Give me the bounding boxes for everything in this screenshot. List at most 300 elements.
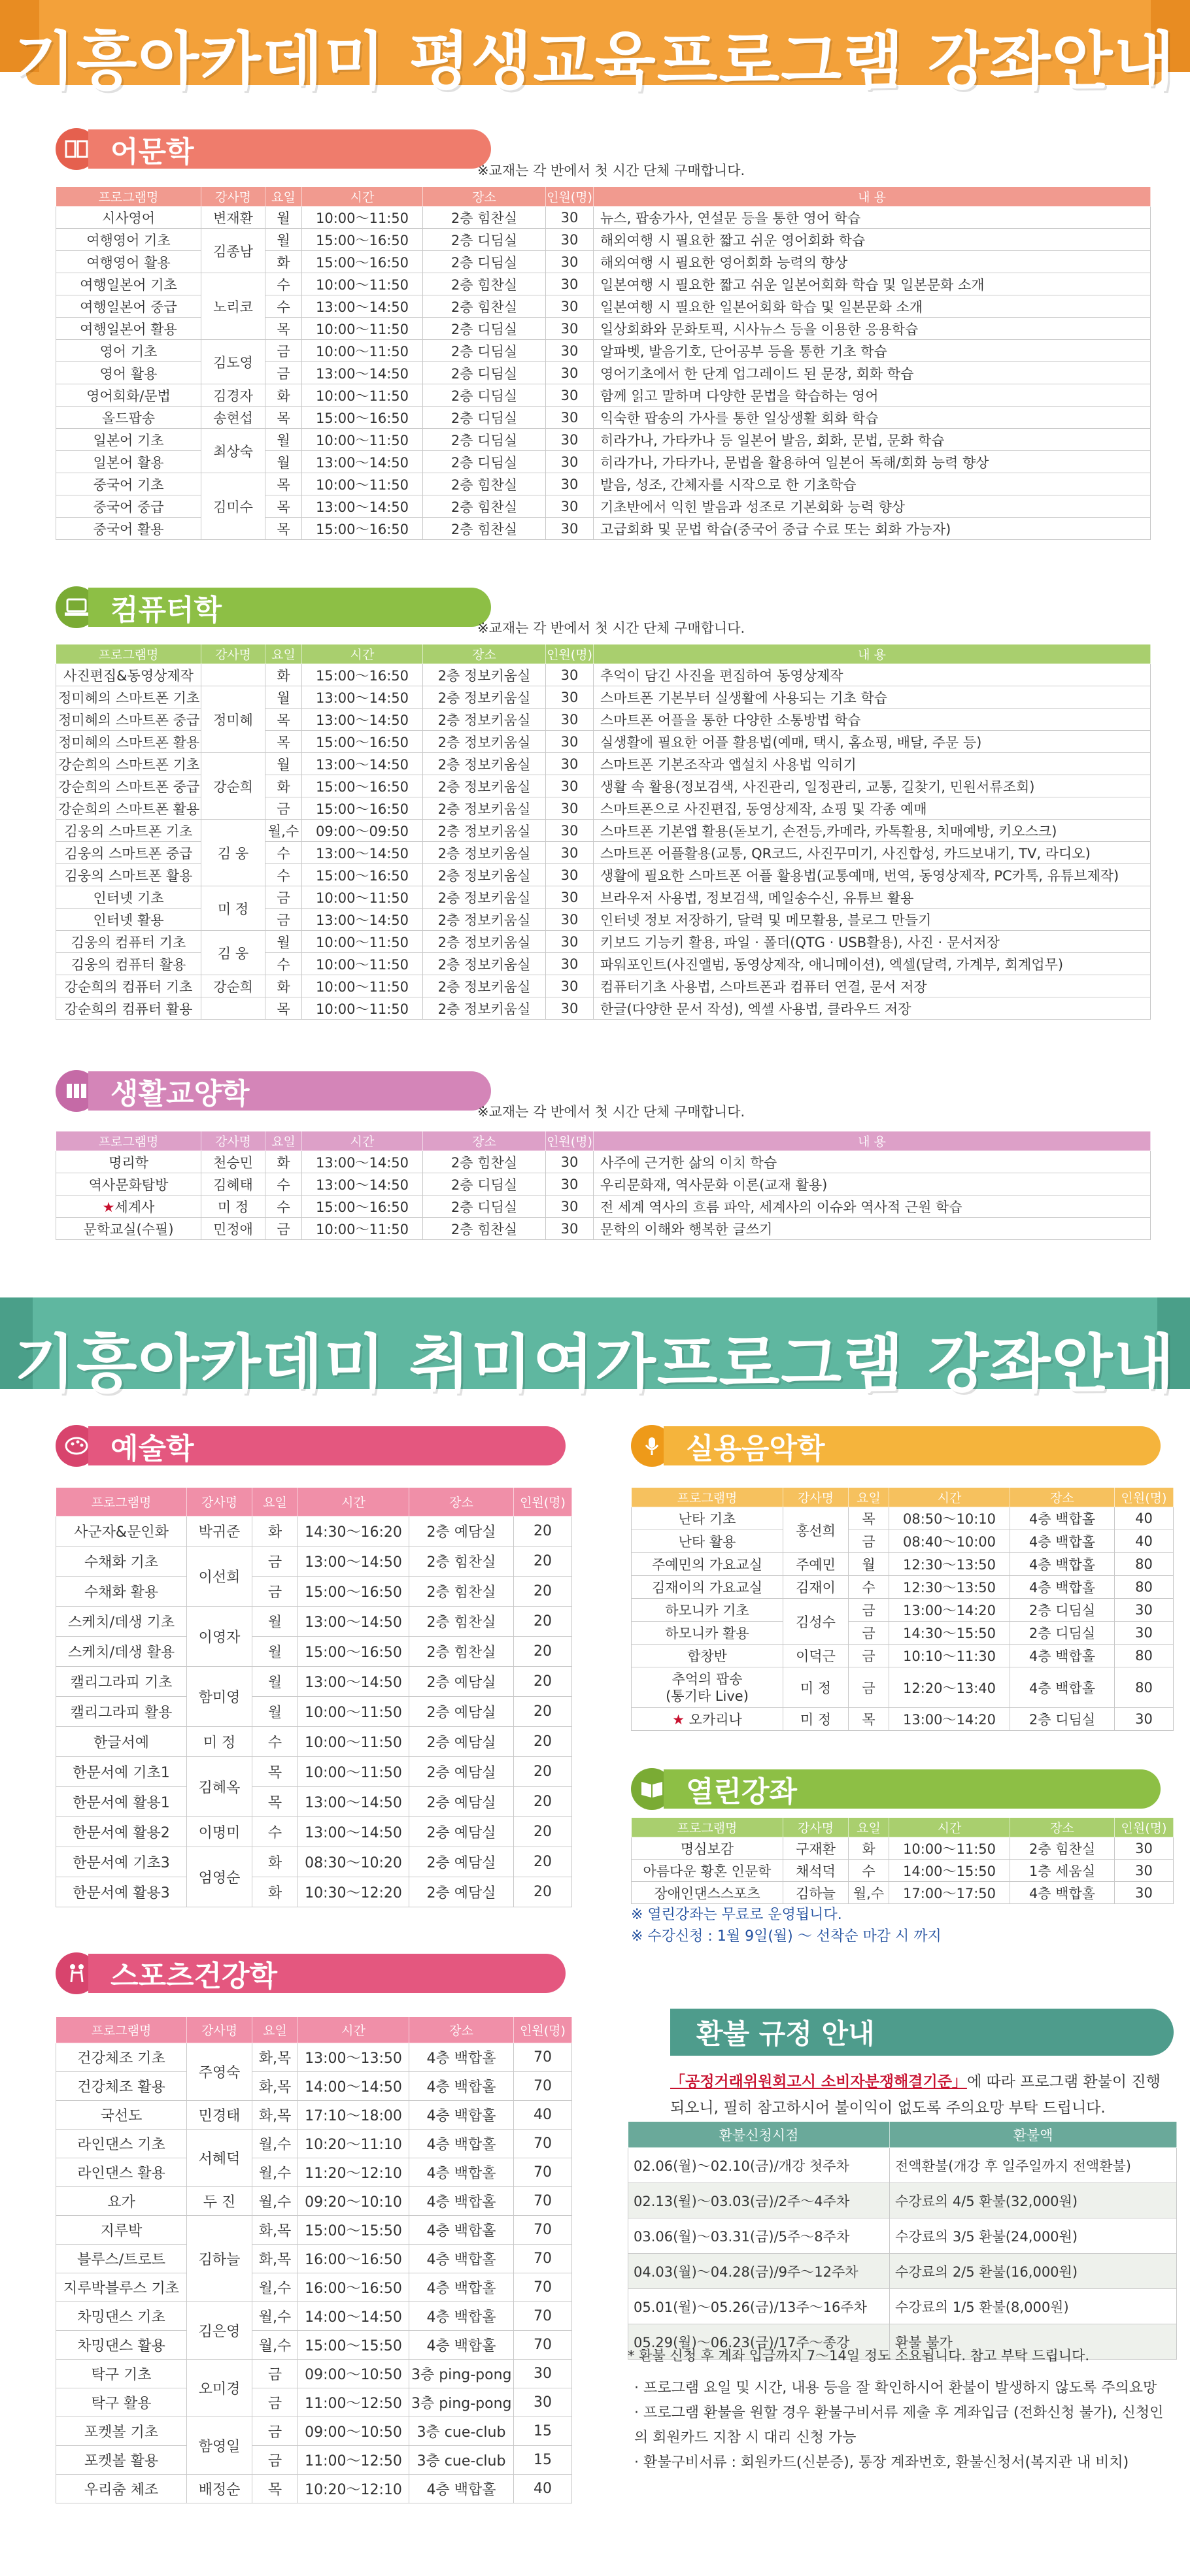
open-apply-note: ※ 수강신청 : 1월 9일(월) ～ 선착순 마감 시 까지: [631, 1928, 942, 1945]
instructor-name: [201, 997, 265, 1020]
time: 15:00～15:50: [298, 2331, 409, 2360]
course-row: [56, 429, 1151, 451]
content: 익숙한 팝송의 가사를 통한 일상생활 회화 학습: [594, 407, 1151, 429]
col-content: 내 용: [594, 644, 1151, 664]
day: 월,수: [252, 2331, 298, 2360]
place: 2층 힘찬실: [423, 518, 546, 540]
instructor-name: 강순희: [201, 975, 265, 997]
program-name: 여행영어 기초: [56, 229, 201, 251]
culture-rows: [56, 1151, 1151, 1240]
col-place: 장소: [409, 1488, 514, 1516]
time: 13:00～14:50: [302, 295, 423, 318]
time: 10:00～11:50: [302, 384, 423, 407]
course-row: [56, 975, 1151, 997]
program-name: 탁구 활용: [56, 2388, 187, 2417]
instructor-name: 두 진: [187, 2187, 252, 2216]
day: 월,수: [265, 820, 302, 842]
content: 인터넷 정보 저장하기, 달력 및 메모활용, 블로그 만들기: [594, 909, 1151, 931]
program-name: 여행일본어 중급: [56, 295, 201, 318]
time: 10:00～11:50: [302, 886, 423, 909]
time: 10:20～12:10: [298, 2475, 409, 2503]
time: 10:00～11:50: [302, 975, 423, 997]
course-row: [56, 2388, 572, 2417]
day: 화: [265, 775, 302, 797]
instructor-name: 변재환: [201, 207, 265, 229]
section-header-open: [631, 1768, 1161, 1810]
capacity: 80: [1115, 1645, 1174, 1667]
program-name: 하모니카 활용: [632, 1622, 783, 1645]
capacity: 15: [514, 2417, 572, 2446]
program-name: 명리학: [56, 1151, 201, 1173]
time: 13:00～14:50: [302, 709, 423, 731]
place: 2층 정보키움실: [423, 864, 546, 886]
instructor-name: 이선희: [187, 1547, 252, 1607]
content: 해외여행 시 필요한 짧고 쉬운 영어회화 학습: [594, 229, 1151, 251]
place: 2층 디딤실: [423, 318, 546, 340]
program-name: 합창반: [632, 1645, 783, 1667]
section-header-computer: [56, 586, 491, 628]
place: 4층 백합홀: [409, 2158, 514, 2187]
capacity: 30: [546, 997, 594, 1020]
capacity: 30: [546, 1173, 594, 1196]
instructor-name: 김도영: [201, 340, 265, 384]
capacity: 80: [1115, 1553, 1174, 1576]
course-row: [56, 2245, 572, 2273]
content: 키보드 기능키 활용, 파일 · 폴더(QTG · USB활용), 사진 · 문서저장: [594, 931, 1151, 953]
place: 4층 백합홀: [1010, 1576, 1115, 1599]
time: 15:00～16:50: [302, 664, 423, 686]
day: 목: [265, 495, 302, 518]
col-program: 프로그램명: [56, 1488, 187, 1516]
consumer-dispute-standard-link: 「공정거래위원회고시 소비자분쟁해결기준」: [670, 2073, 967, 2090]
capacity: 20: [514, 1817, 572, 1847]
place: 4층 백합홀: [1010, 1667, 1115, 1708]
time: 10:00～11:50: [302, 473, 423, 495]
col-capacity: 인원(명): [514, 1488, 572, 1516]
day: 화: [252, 1516, 298, 1547]
instructor-name: 김혜태: [201, 1173, 265, 1196]
col-time: 시간: [302, 187, 423, 207]
capacity: 30: [546, 451, 594, 473]
instructor-name: 배정순: [187, 2475, 252, 2503]
place: 3층 ping-pong: [409, 2360, 514, 2388]
course-row: [632, 1576, 1174, 1599]
program-name: 중국어 기초: [56, 473, 201, 495]
day: 화,목: [252, 2216, 298, 2245]
course-row: [56, 1577, 572, 1607]
art-table: [56, 1487, 572, 1907]
program-name: 아름다운 황혼 인문학: [632, 1860, 783, 1882]
capacity: 30: [546, 731, 594, 753]
day: 수: [265, 953, 302, 975]
content: 해외여행 시 필요한 영어회화 능력의 향상: [594, 251, 1151, 273]
instructor-name: 박귀준: [187, 1516, 252, 1547]
col-place: 장소: [423, 1131, 546, 1151]
day: 금: [252, 2388, 298, 2417]
capacity: 30: [546, 518, 594, 540]
col-place: 장소: [1010, 1488, 1115, 1507]
time: 13:00～13:50: [298, 2043, 409, 2072]
program-name: 지루박: [56, 2216, 187, 2245]
time: 13:00～14:50: [302, 451, 423, 473]
place: 2층 힘찬실: [409, 1547, 514, 1577]
place: 2층 예담실: [409, 1757, 514, 1787]
time: 15:00～16:50: [302, 229, 423, 251]
day: 화,목: [252, 2043, 298, 2072]
program-name: 차밍댄스 기초: [56, 2302, 187, 2331]
capacity: 30: [546, 251, 594, 273]
program-name: 포켓볼 기초: [56, 2417, 187, 2446]
col-day: 요일: [849, 1488, 889, 1507]
instructor-name: 엄영순: [187, 1847, 252, 1907]
time: 10:00～11:50: [302, 931, 423, 953]
time: 10:00～11:50: [302, 207, 423, 229]
day: 수: [265, 273, 302, 295]
program-name: 탁구 기초: [56, 2360, 187, 2388]
course-row: [56, 1757, 572, 1787]
col-program: 프로그램명: [56, 644, 201, 664]
music-rows: [632, 1507, 1174, 1731]
col-place: 장소: [409, 2017, 514, 2043]
program-name: 올드팝송: [56, 407, 201, 429]
day: 월: [265, 931, 302, 953]
capacity: 70: [514, 2072, 572, 2101]
program-name: 지루박블루스 기초: [56, 2273, 187, 2302]
col-day: 요일: [252, 2017, 298, 2043]
time: 15:00～16:50: [298, 1577, 409, 1607]
content: 기초반에서 익힌 발음과 성조로 기본회화 능력 향상: [594, 495, 1151, 518]
time: 11:20～12:10: [298, 2158, 409, 2187]
place: 2층 디딤실: [423, 362, 546, 384]
content: 고급회화 및 문법 학습(중국어 중급 수료 또는 회화 가능자): [594, 518, 1151, 540]
capacity: 30: [546, 886, 594, 909]
program-name: 라인댄스 활용: [56, 2158, 187, 2187]
day: 월: [265, 229, 302, 251]
course-row: [56, 2216, 572, 2245]
instructor-name: 김 웅: [201, 931, 265, 975]
course-row: [56, 1516, 572, 1547]
day: 금: [252, 2446, 298, 2475]
day: 월: [265, 451, 302, 473]
instructor-name: 김경자: [201, 384, 265, 407]
day: 금: [265, 909, 302, 931]
capacity: 70: [514, 2216, 572, 2245]
instructor-name: 이명미: [187, 1817, 252, 1847]
time: 10:00～11:50: [302, 318, 423, 340]
place: 4층 백합홀: [409, 2187, 514, 2216]
capacity: 20: [514, 1547, 572, 1577]
capacity: 40: [1115, 1507, 1174, 1530]
time: 13:00～14:50: [302, 753, 423, 775]
capacity: 20: [514, 1516, 572, 1547]
capacity: 70: [514, 2158, 572, 2187]
day: 금: [265, 797, 302, 820]
time: 15:00～16:50: [302, 518, 423, 540]
time: 15:00～16:50: [302, 1196, 423, 1218]
program-name: 김웅의 컴퓨터 기초: [56, 931, 201, 953]
time: 15:00～16:50: [302, 775, 423, 797]
program-name: 인터넷 기초: [56, 886, 201, 909]
course-row: [56, 820, 1151, 842]
program-name: 여행일본어 활용: [56, 318, 201, 340]
col-content: 내 용: [594, 187, 1151, 207]
refund-notes: [634, 2376, 1170, 2475]
time: 15:00～16:50: [302, 407, 423, 429]
refund-period: 05.01(월)～05.26(금)/13주～16주차: [628, 2289, 890, 2324]
day: 월: [265, 686, 302, 709]
time: 15:00～16:50: [298, 1637, 409, 1667]
music-table: [631, 1487, 1174, 1731]
place: 2층 예담실: [409, 1727, 514, 1757]
day: 월: [252, 1697, 298, 1727]
place: 2층 디딤실: [423, 229, 546, 251]
instructor-name: 김혜옥: [187, 1757, 252, 1817]
col-capacity: 인원(명): [1115, 1818, 1174, 1837]
col-time: 시간: [302, 1131, 423, 1151]
time: 11:00～12:50: [298, 2446, 409, 2475]
place: 4층 백합홀: [409, 2302, 514, 2331]
course-row: [56, 1817, 572, 1847]
day: 목: [265, 473, 302, 495]
col-program: 프로그램명: [56, 1131, 201, 1151]
program-name: 명심보감: [632, 1837, 783, 1860]
place: 2층 예담실: [409, 1697, 514, 1727]
day: 금: [265, 1218, 302, 1240]
course-row: [632, 1860, 1174, 1882]
course-row: [632, 1553, 1174, 1576]
course-row: [56, 1787, 572, 1817]
place: 2층 디딤실: [423, 340, 546, 362]
program-name: 수채화 활용: [56, 1577, 187, 1607]
instructor-name: 미 정: [201, 886, 265, 931]
capacity: 70: [514, 2130, 572, 2158]
program-name: 한문서예 기초3: [56, 1847, 187, 1877]
capacity: 30: [514, 2360, 572, 2388]
capacity: 20: [514, 1667, 572, 1697]
day: 목: [265, 518, 302, 540]
instructor-name: 채석덕: [783, 1860, 849, 1882]
course-row: [56, 1727, 572, 1757]
day: 목: [265, 709, 302, 731]
section-title: 컴퓨터학: [88, 588, 491, 627]
day: 수: [265, 842, 302, 864]
instructor-name: 김종남: [201, 229, 265, 273]
place: 2층 정보키움실: [423, 953, 546, 975]
refund-rows: [628, 2148, 1177, 2360]
col-time: 시간: [298, 1488, 409, 1516]
program-name: 사진편집&동영상제작: [56, 664, 201, 686]
time: 11:00～12:50: [298, 2388, 409, 2417]
section-title: 열린강좌: [664, 1769, 1161, 1809]
place: 2층 힘찬실: [423, 495, 546, 518]
day: 금: [265, 340, 302, 362]
capacity: 30: [1115, 1882, 1174, 1904]
language-rows: [56, 207, 1151, 540]
capacity: 80: [1115, 1667, 1174, 1708]
course-row: [56, 1847, 572, 1877]
capacity: 20: [514, 1787, 572, 1817]
course-row: [56, 2043, 572, 2072]
instructor-name: 주예민: [783, 1553, 849, 1576]
capacity: 30: [1115, 1837, 1174, 1860]
time: 10:00～11:50: [302, 429, 423, 451]
textbook-note: ※교재는 각 반에서 첫 시간 단체 구매합니다.: [477, 1104, 745, 1120]
capacity: 30: [546, 229, 594, 251]
course-row: [56, 997, 1151, 1020]
day: 월,수: [252, 2273, 298, 2302]
time: 13:00～14:50: [298, 1607, 409, 1637]
program-name: 캘리그라피 활용: [56, 1697, 187, 1727]
day: 월,수: [252, 2130, 298, 2158]
course-row: [632, 1622, 1174, 1645]
course-row: [56, 1667, 572, 1697]
place: 2층 정보키움실: [423, 820, 546, 842]
day: 목: [265, 318, 302, 340]
place: 2층 힘찬실: [1010, 1837, 1115, 1860]
day: 금: [252, 1547, 298, 1577]
instructor-name: 오미경: [187, 2360, 252, 2417]
instructor-name: 이덕근: [783, 1645, 849, 1667]
place: 3층 cue-club: [409, 2417, 514, 2446]
sports-table: [56, 2016, 572, 2503]
col-instructor: 강사명: [201, 644, 265, 664]
place: 4층 백합홀: [1010, 1882, 1115, 1904]
col-program: 프로그램명: [632, 1818, 783, 1837]
time: 10:20～11:10: [298, 2130, 409, 2158]
course-row: [56, 2417, 572, 2446]
place: 2층 예담실: [409, 1516, 514, 1547]
place: 2층 정보키움실: [423, 686, 546, 709]
day: 화,목: [252, 2245, 298, 2273]
program-name: 캘리그라피 기초: [56, 1667, 187, 1697]
place: 4층 백합홀: [1010, 1553, 1115, 1576]
day: 목: [252, 1757, 298, 1787]
capacity: 40: [514, 2101, 572, 2130]
content: 발음, 성조, 간체자를 시작으로 한 기초학습: [594, 473, 1151, 495]
place: 4층 백합홀: [409, 2331, 514, 2360]
place: 2층 힘찬실: [409, 1577, 514, 1607]
place: 2층 힘찬실: [423, 207, 546, 229]
day: 목: [265, 731, 302, 753]
capacity: 30: [546, 909, 594, 931]
day: 월: [265, 753, 302, 775]
content: 우리문화재, 역사문화 이론(교재 활용): [594, 1173, 1151, 1196]
capacity: 30: [514, 2388, 572, 2417]
day: 금: [265, 886, 302, 909]
col-day: 요일: [265, 187, 302, 207]
place: 2층 예담실: [409, 1877, 514, 1907]
program-name: 김웅의 컴퓨터 활용: [56, 953, 201, 975]
day: 수: [849, 1576, 889, 1599]
time: 12:30～13:50: [889, 1576, 1010, 1599]
col-instructor: 강사명: [187, 1488, 252, 1516]
day: 금: [252, 2360, 298, 2388]
course-row: [56, 1196, 1151, 1218]
program-name: 문학교실(수필): [56, 1218, 201, 1240]
place: 4층 백합홀: [409, 2101, 514, 2130]
program-name: 영어 기초: [56, 340, 201, 362]
time: 14:00～14:50: [298, 2302, 409, 2331]
time: 13:00～14:50: [302, 842, 423, 864]
program-name: 스케치/데생 활용: [56, 1637, 187, 1667]
time: 14:00～15:50: [889, 1860, 1010, 1882]
day: 목: [265, 997, 302, 1020]
refund-note-item: · 프로그램 요일 및 시간, 내용 등을 잘 확인하시어 환불이 발생하지 않도록 주의요망: [634, 2380, 1157, 2396]
refund-row: [628, 2254, 1177, 2289]
capacity: 30: [546, 953, 594, 975]
program-name: 건강체조 기초: [56, 2043, 187, 2072]
course-row: [56, 753, 1151, 775]
place: 2층 정보키움실: [423, 797, 546, 820]
program-name: 라인댄스 기초: [56, 2130, 187, 2158]
place: 4층 백합홀: [1010, 1530, 1115, 1553]
content: 문학의 이해와 행복한 글쓰기: [594, 1218, 1151, 1240]
content: 한글(다양한 문서 작성), 엑셀 사용법, 클라우드 저장: [594, 997, 1151, 1020]
textbook-note: ※교재는 각 반에서 첫 시간 단체 구매합니다.: [477, 620, 745, 636]
instructor-name: 김하늘: [783, 1882, 849, 1904]
program-name: 김재이의 가요교실: [632, 1576, 783, 1599]
time: 15:00～16:50: [302, 797, 423, 820]
capacity: 30: [546, 1196, 594, 1218]
content: 영어기초에서 한 단계 업그레이드 된 문장, 회화 학습: [594, 362, 1151, 384]
refund-row: [628, 2218, 1177, 2254]
capacity: 30: [546, 820, 594, 842]
place: 3층 ping-pong: [409, 2388, 514, 2417]
content: 컴퓨터기초 사용법, 스마트폰과 컴퓨터 연결, 문서 저장: [594, 975, 1151, 997]
instructor-name: 김성수: [783, 1599, 849, 1645]
col-capacity: 인원(명): [546, 187, 594, 207]
program-name: 주예민의 가요교실: [632, 1553, 783, 1576]
place: 2층 예담실: [409, 1817, 514, 1847]
course-row: [632, 1645, 1174, 1667]
banner-title: 기흥아카데미 취미여가프로그램 강좌안내: [14, 1328, 1176, 1401]
time: 12:20～13:40: [889, 1667, 1010, 1708]
refund-note-item: · 환불구비서류 : 회원카드(신분증), 통장 계좌번호, 환불신청서(복지관 내 비치): [634, 2454, 1129, 2471]
capacity: 80: [1115, 1576, 1174, 1599]
open-rows: [632, 1837, 1174, 1904]
course-row: [56, 384, 1151, 407]
program-name: 김웅의 스마트폰 활용: [56, 864, 201, 886]
day: 수: [265, 1196, 302, 1218]
capacity: 30: [546, 975, 594, 997]
program-name: 한문서예 활용2: [56, 1817, 187, 1847]
course-row: [56, 664, 1151, 686]
instructor-name: 김 웅: [201, 820, 265, 886]
instructor-name: 주영숙: [187, 2043, 252, 2101]
program-name: 난타 기초: [632, 1507, 783, 1530]
section-header-language: [56, 128, 491, 170]
col-instructor: 강사명: [783, 1818, 849, 1837]
time: 17:00～17:50: [889, 1882, 1010, 1904]
refund-period: 04.03(월)～04.28(금)/9주～12주차: [628, 2254, 890, 2289]
place: 4층 백합홀: [409, 2475, 514, 2503]
col-instructor: 강사명: [201, 1131, 265, 1151]
capacity: 70: [514, 2273, 572, 2302]
course-row: [56, 1637, 572, 1667]
course-row: [56, 2475, 572, 2503]
program-name: 시사영어: [56, 207, 201, 229]
day: 금: [849, 1645, 889, 1667]
program-name: 강순희의 스마트폰 중급: [56, 775, 201, 797]
place: 2층 디딤실: [423, 384, 546, 407]
program-name: 일본어 기초: [56, 429, 201, 451]
place: 2층 정보키움실: [423, 731, 546, 753]
capacity: 70: [514, 2302, 572, 2331]
time: 14:00～14:50: [298, 2072, 409, 2101]
culture-table: [56, 1131, 1151, 1240]
col-day: 요일: [265, 644, 302, 664]
capacity: 30: [1115, 1599, 1174, 1622]
